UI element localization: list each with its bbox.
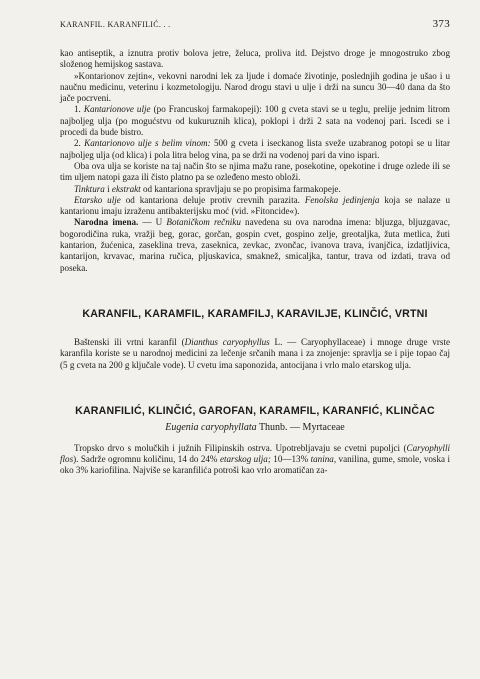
karanfilic-tanin: tanina, — [310, 454, 337, 465]
section-heading-karanfilic: KARANFILIĆ, KLINČIĆ, GAROFAN, KARAMFIL, KARANFIĆ, KLINČAC — [75, 404, 435, 417]
species-author: Thunb. — Myrtaceae — [258, 421, 345, 433]
spacer — [60, 371, 450, 405]
paragraph-karanfilic — [60, 443, 450, 477]
running-head-title: KARANFIL. KARANFILIĆ. . . — [60, 20, 171, 29]
paragraph-narodna-imena — [60, 217, 450, 273]
spacer — [60, 321, 450, 337]
paragraph-tinktura — [60, 184, 450, 195]
karanfilic-text-c: 10—13% — [270, 454, 311, 465]
recipe-2-text: 500 g cveta i iseckanog lista sveže uzabranog potopi se u litar najboljeg ulja (od klica) i pola litra belog vina, pa se drži na vodenoj pari da vino ispari. — [60, 138, 450, 160]
karanfil-latin: Dianthus caryophyllus — [184, 336, 270, 347]
recipe-2-number: 2. — [74, 138, 81, 149]
species-latin: Eugenia caryophyllata — [165, 421, 257, 433]
karanfilic-text-d: vanilina, gume, smole, voska i oko 3% kariofilina. Najviše se karanfilića potroši kao vrlo aromatičan za- — [60, 454, 450, 476]
recipe-1-text: (po Francuskoj farmakopeji): 100 g cveta stavi se u teglu, prelije jednim litrom najboljeg ulja (po mogućstvu od kukuruznih klica), poklopi i drži 2 sata na vodenoj pari. Iscedi se i procedi da bude bistro. — [60, 104, 450, 138]
recipe-2-title: Kantarionovo ulje s belim vinom: — [84, 138, 211, 149]
tinktura-text: od kantariona spravljaju se po propisima farmakopeje. — [143, 183, 341, 194]
narodna-label: Narodna imena. — [74, 217, 139, 228]
narodna-source: Botaničkom rečniku — [166, 217, 241, 228]
paragraph-intro: kao antiseptik, a iznutra protiv bolova jetre, želuca, proliva itd. Dejstvo droge je mnogostruko zbog složenog hemijskog sastava. — [60, 48, 450, 70]
main-text — [60, 48, 450, 477]
recipe-1-number: 1. — [74, 104, 81, 115]
karanfilic-oil: etarskog ulja; — [219, 454, 271, 465]
tinktura-title: Tinktura — [74, 183, 105, 194]
karanfil-text-b: L. — Caryophyllaceae) i mnoge druge vrste karanfila koriste se u narodnoj medicini za lečenje srčanih mana i za znojenje: spravlja se i pije topao čaj (5 g cveta na 200 g ključale vode). U cvetu ima saponozida, antocijana i vrlo malo etarskog ulja. — [60, 336, 450, 370]
running-head — [60, 18, 450, 30]
tinktura-conj: i — [107, 183, 110, 194]
fenolska-title: Fenolska jedinjenja — [304, 194, 380, 205]
paragraph-usage: Oba ova ulja se koriste na taj način što se njima mažu rane, posekotine, opekotine i druge ozlede ili se tim uljem natopi gaza ili čisto platno pa se ozleđeno mesto obloži. — [60, 160, 450, 183]
narodna-text: navedena su ova narodna imena: bljuzga, bljuzgavac, bogorodičina ruka, vražji beg, gorac, gorčan, gospin cvet, gospino zelje, greotaljka, žuta metlica, žuti kantarion, žućenica, zaseklina treva, zaseknica, zevkac, zvončac, ivanova trava, ivanjčica, izdatljivica, kantarijon, krvavac, marina ručica, pljuskavica, smaknež, smicaljka, tantur, trava od izdati, trava od poseka. — [60, 217, 451, 273]
paragraph-recipe-1 — [60, 104, 450, 138]
paragraph-etarsko — [60, 195, 450, 218]
page-number: 373 — [432, 18, 450, 30]
karanfilic-text-a: Tropsko drvo s molučkih i južnih Filipinskih ostrva. Upotrebljavaju se cvetni pupoljci ( — [74, 442, 407, 453]
etarsko-title: Etarsko ulje — [74, 194, 121, 205]
karanfil-text-a: Baštenski ili vrtni karanfil ( — [74, 336, 185, 347]
section-heading-karanfil: KARANFIL, KARAMFIL, KARAMFILJ, KARAVILJE, KLINČIĆ, VRTNI — [82, 307, 428, 320]
paragraph-recipe-2 — [60, 138, 450, 161]
paragraph-kontarionov-zejtin: »Kontarionov zejtin«, vekovni narodni lek za ljude i domaće životinje, poslednjih godina je ušao i u naučnu medicinu, veterinu i kozmetologiju. Narod drogu stavi u ulje i drži na suncu 30—40 dana da što jače pocrveni. — [60, 70, 450, 104]
species-line — [60, 422, 450, 433]
recipe-1-title: Kantarionove ulje — [83, 104, 151, 115]
ekstrakt-title: ekstrakt — [111, 183, 141, 194]
fenolska-text: koja se nalaze u kantarionu imaju izraženu antibakterijsku moć (vid. »Fitoncide«). — [60, 194, 450, 217]
spacer — [60, 274, 450, 308]
paragraph-karanfil — [60, 337, 450, 371]
karanfilic-text-b: ). Sadrže ogromnu količinu, 14 do 24% — [73, 454, 220, 465]
narodna-dash: — U — [142, 217, 163, 228]
karanfilic-latin: Caryophylli flos — [60, 442, 450, 465]
etarsko-text: od kantariona deluje protiv crevnih parazita. — [125, 194, 300, 205]
